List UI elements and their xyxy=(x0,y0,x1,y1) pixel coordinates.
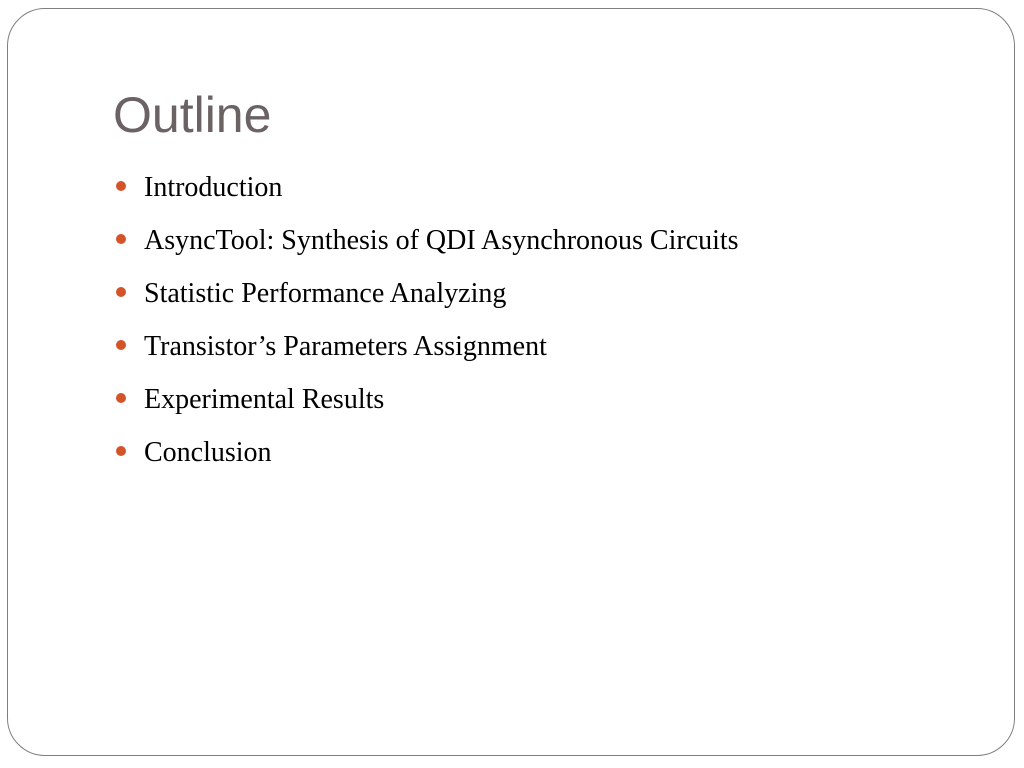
list-item xyxy=(113,221,739,274)
bullet-dot-icon xyxy=(116,393,126,403)
slide-title: Outline xyxy=(113,87,272,143)
bullet-dot-icon xyxy=(116,181,126,191)
list-item xyxy=(113,433,739,486)
list-item-label: AsyncTool: Synthesis of QDI Asynchronous Circuits xyxy=(144,225,739,256)
list-item-label: Transistor’s Parameters Assignment xyxy=(144,331,547,362)
list-item-label: Conclusion xyxy=(144,437,272,468)
list-item xyxy=(113,168,739,221)
bullet-dot-icon xyxy=(116,287,126,297)
list-item-label: Introduction xyxy=(144,172,283,203)
list-item xyxy=(113,380,739,433)
list-item xyxy=(113,327,739,380)
list-item-label: Statistic Performance Analyzing xyxy=(144,278,507,309)
bullet-dot-icon xyxy=(116,340,126,350)
list-item xyxy=(113,274,739,327)
bullet-dot-icon xyxy=(116,234,126,244)
bullet-list xyxy=(113,168,739,486)
bullet-dot-icon xyxy=(116,446,126,456)
list-item-label: Experimental Results xyxy=(144,384,385,415)
